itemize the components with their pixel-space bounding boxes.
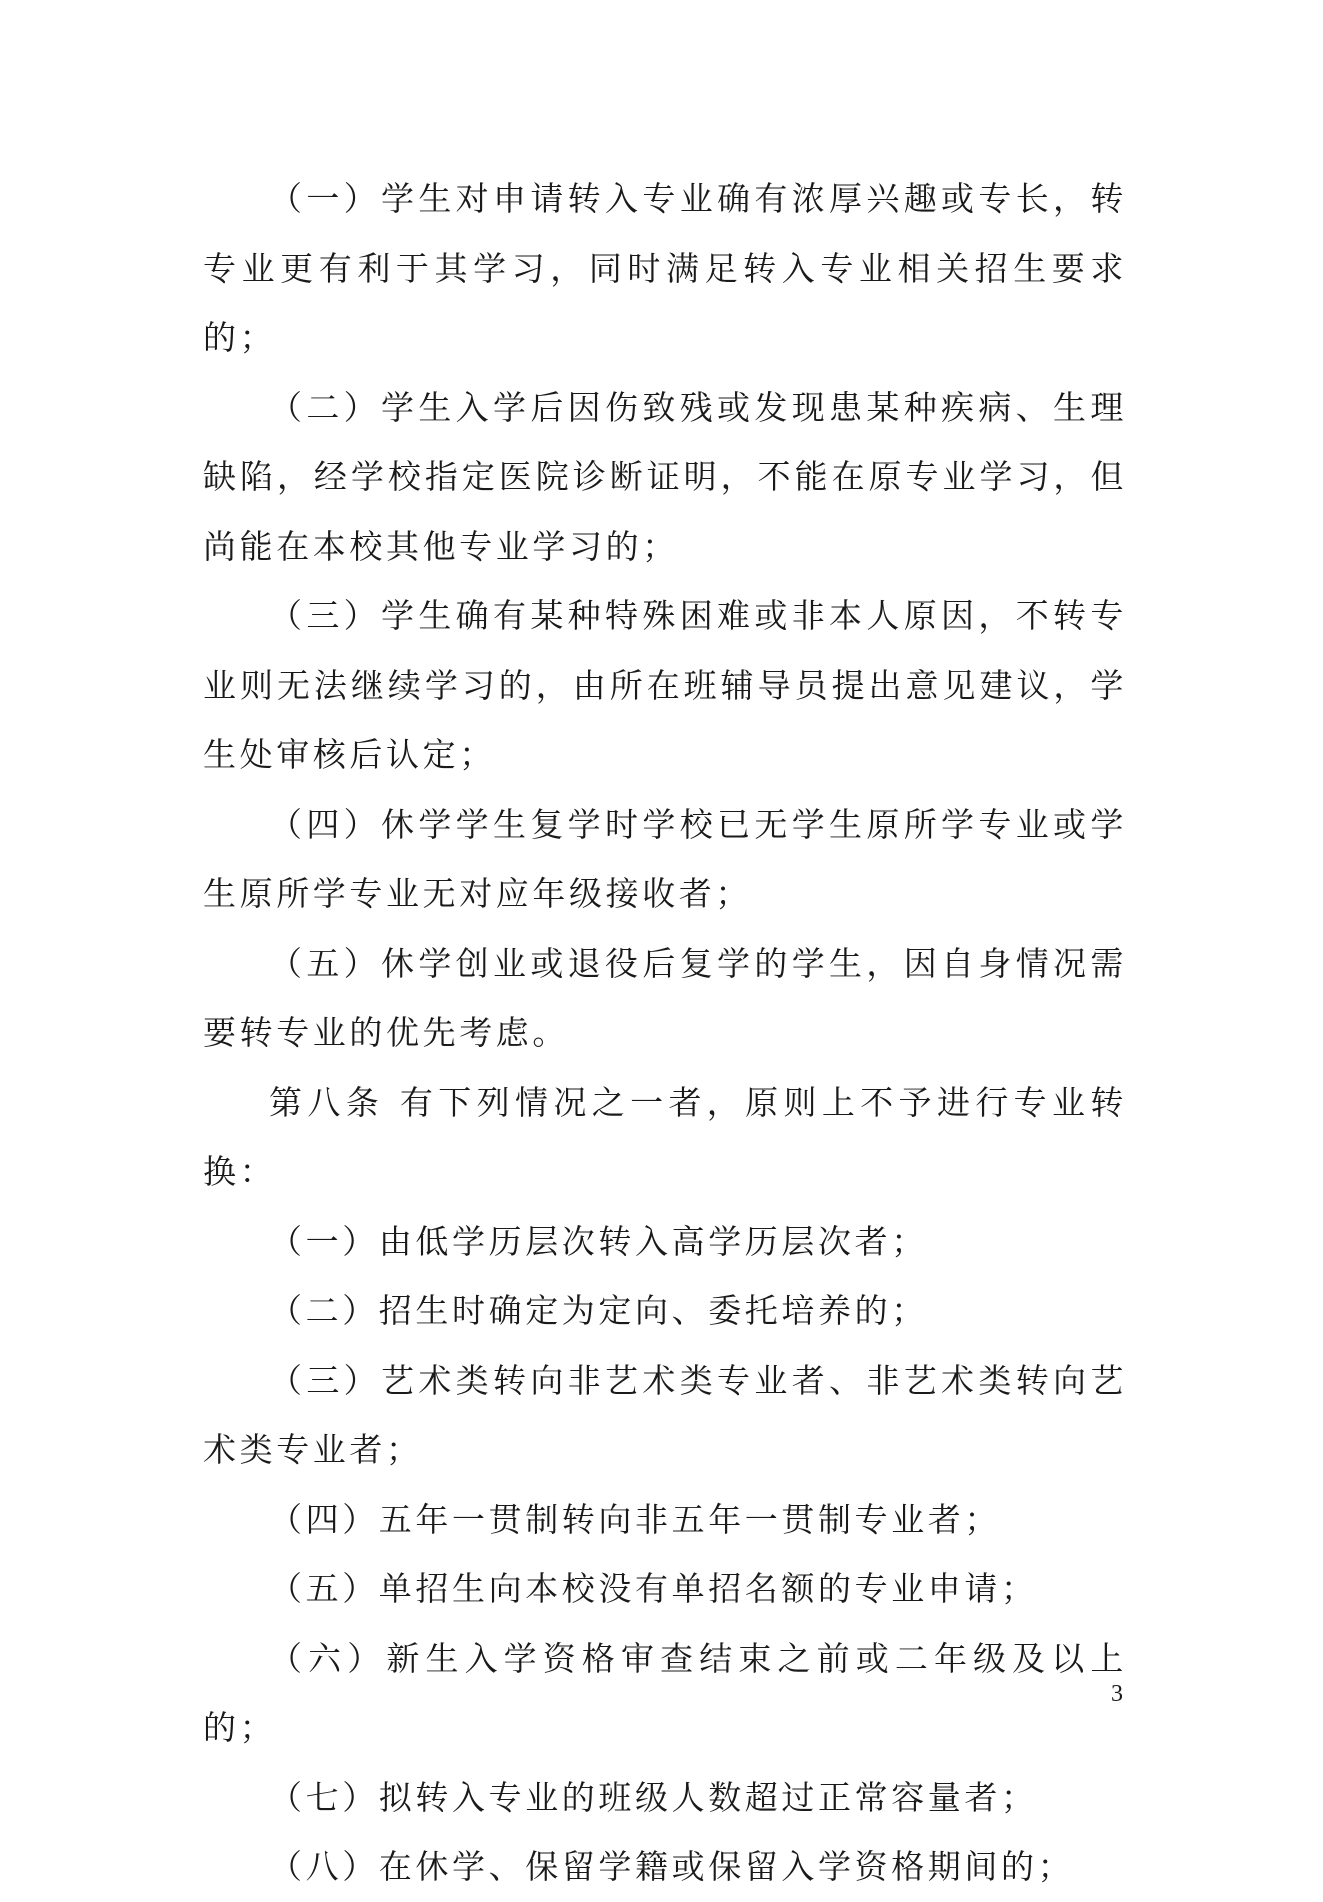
paragraph-item-5: （五）休学创业或退役后复学的学生，因自身情况需要转专业的优先考虑。	[203, 943, 1127, 1052]
paragraph-item-9: （四）五年一贯制转向非五年一贯制专业者；	[269, 1499, 1001, 1539]
paragraph-item-12: （七）拟转入专业的班级人数超过正常容量者；	[269, 1777, 1038, 1817]
paragraph-item-10: （五）单招生向本校没有单招名额的专业申请；	[269, 1569, 1038, 1608]
paragraph-item-13: （八）在休学、保留学籍或保留入学资格期间的；	[269, 1847, 1075, 1886]
paragraph-item-3: （三）学生确有某种特殊困难或非本人原因，不转专业则无法继续学习的，由所在班辅导员提出意见建议，学生处审核后认定；	[203, 596, 1127, 774]
paragraph-item-11: （六）新生入学资格审查结束之前或二年级及以上的；	[203, 1638, 1127, 1747]
page-number: 3	[1111, 1681, 1123, 1707]
paragraph-item-1: （一）学生对申请转入专业确有浓厚兴趣或专长，转专业更有利于其学习，同时满足转入专业相关招生要求的；	[203, 179, 1127, 357]
document-body	[203, 164, 1127, 1902]
paragraph-item-7: （二）招生时确定为定向、委托培养的；	[269, 1291, 928, 1330]
paragraph-item-2: （二）学生入学后因伤致残或发现患某种疾病、生理缺陷，经学校指定医院诊断证明，不能在原专业学习，但尚能在本校其他专业学习的；	[203, 387, 1127, 566]
paragraph-item-8: （三）艺术类转向非艺术类专业者、非艺术类转向艺术类专业者；	[203, 1360, 1127, 1469]
paragraph-item-6: （一）由低学历层次转入高学历层次者；	[269, 1221, 928, 1261]
paragraph-item-4: （四）休学学生复学时学校已无学生原所学专业或学生原所学专业无对应年级接收者；	[203, 804, 1127, 913]
article-heading-8: 第八条 有下列情况之一者，原则上不予进行专业转换：	[203, 1082, 1127, 1191]
